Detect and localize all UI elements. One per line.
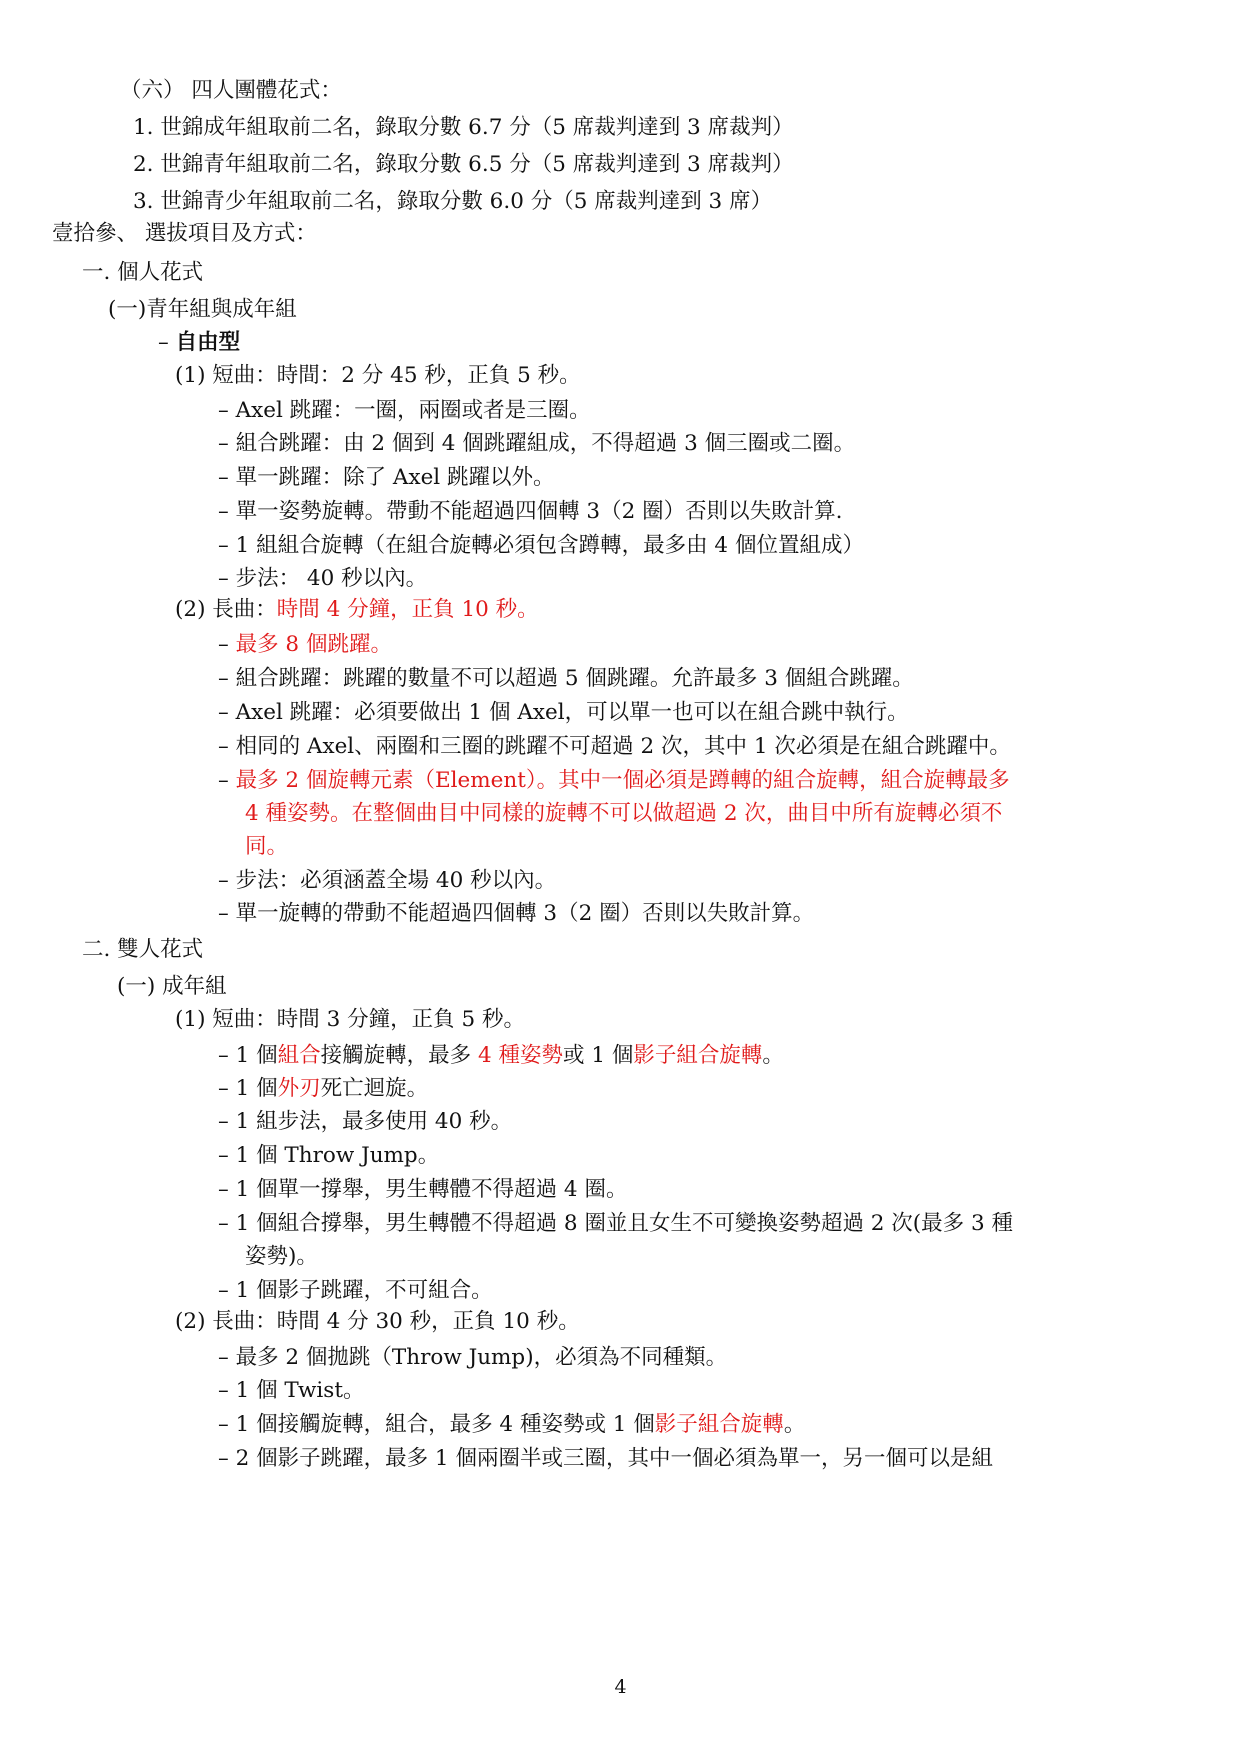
text-line [82, 937, 203, 963]
text-line [218, 1345, 727, 1371]
text-segment: 或 1 個 [562, 1043, 634, 1068]
text-segment: (1) 短曲：時間：2 分 45 秒，正負 5 秒。 [175, 363, 581, 388]
text-line [218, 1446, 993, 1472]
text-line [218, 632, 392, 658]
text-line [218, 1109, 512, 1135]
text-segment: 1. 世錦成年組取前二名，錄取分數 6.7 分（5 席裁判達到 3 席裁判） [133, 115, 794, 140]
text-segment: – 1 個影子跳躍，不可組合。 [218, 1278, 493, 1303]
text-line [218, 1378, 364, 1404]
text-segment: – 1 個組合撐舉，男生轉體不得超過 8 圈並且女生不可變換姿勢超過 2 次(最多 3 種 [218, 1211, 1014, 1236]
text-line [158, 330, 240, 356]
text-line [82, 260, 203, 286]
text-line [218, 499, 842, 525]
text-segment: 3. 世錦青少年組取前二名，錄取分數 6.0 分（5 席裁判達到 3 席） [133, 189, 773, 214]
text-segment: – 1 個單一撐舉，男生轉體不得超過 4 圈。 [218, 1177, 628, 1202]
text-segment: (2) 長曲： [175, 597, 277, 622]
text-segment: 。 [783, 1412, 806, 1437]
text-segment: (一)青年組與成年組 [108, 297, 297, 322]
text-segment: – 組合跳躍：由 2 個到 4 個跳躍組成，不得超過 3 個三圈或二圈。 [218, 431, 856, 456]
text-line [218, 465, 555, 491]
text-segment: – 最多 2 個拋跳（Throw Jump)，必須為不同種類。 [218, 1345, 728, 1370]
text-line [52, 221, 317, 247]
highlighted-text: 影子組合旋轉 [654, 1412, 784, 1437]
highlighted-text: 最多 8 個跳躍。 [235, 632, 392, 657]
text-segment: 一. 個人花式 [82, 260, 204, 285]
text-segment: 。 [762, 1043, 784, 1068]
text-segment: – 1 組組合旋轉（在組合旋轉必須包含蹲轉，最多由 4 個位置組成） [218, 533, 864, 558]
text-line [133, 115, 794, 141]
text-segment: – Axel 跳躍：一圈，兩圈或者是三圈。 [218, 398, 591, 423]
bold-heading-text: 自由型 [175, 330, 241, 355]
text-line [175, 1309, 580, 1335]
text-segment: – 單一姿勢旋轉。帶動不能超過四個轉 3（2 圈）否則以失敗計算. [218, 499, 843, 524]
text-line [245, 801, 1002, 827]
text-segment: – 相同的 Axel、兩圈和三圈的跳躍不可超過 2 次，其中 1 次必須是在組合跳躍中。 [218, 734, 1011, 759]
text-line [218, 431, 855, 457]
text-segment: 2. 世錦青年組取前二名，錄取分數 6.5 分（5 席裁判達到 3 席裁判） [133, 152, 794, 177]
text-line [108, 297, 297, 323]
text-line [175, 363, 581, 389]
text-line [218, 1278, 493, 1304]
text-line [117, 974, 227, 1000]
highlighted-text: 同。 [245, 834, 289, 859]
text-line [218, 734, 1011, 760]
highlighted-text: 組合 [277, 1043, 321, 1068]
page-number: 4 [614, 1676, 627, 1698]
text-segment: – 單一旋轉的帶動不能超過四個轉 3（2 圈）否則以失敗計算。 [218, 901, 815, 926]
text-line [245, 1244, 318, 1270]
text-segment: – 1 個 [218, 1076, 278, 1101]
text-line [120, 78, 342, 104]
text-line [245, 834, 288, 860]
text-segment: – 單一跳躍：除了 Axel 跳躍以外。 [218, 465, 555, 490]
text-segment: (2) 長曲：時間 4 分 30 秒，正負 10 秒。 [175, 1309, 580, 1334]
text-segment: – Axel 跳躍：必須要做出 1 個 Axel，可以單一也可以在組合跳中執行。 [218, 700, 909, 725]
text-segment: – 2 個影子跳躍，最多 1 個兩圈半或三圈，其中一個必須為單一，另一個可以是組 [218, 1446, 993, 1471]
text-segment: 壹拾參、 選拔項目及方式： [52, 221, 317, 246]
text-line [175, 1007, 525, 1033]
text-segment: – 組合跳躍：跳躍的數量不可以超過 5 個跳躍。允許最多 3 個組合跳躍。 [218, 666, 914, 691]
highlighted-text: 4 種姿勢。在整個曲目中同樣的旋轉不可以做超過 2 次，曲目中所有旋轉必須不 [245, 801, 1003, 826]
text-segment: （六） 四人團體花式： [120, 78, 342, 103]
text-segment: 死亡迴旋。 [320, 1076, 429, 1101]
text-line [218, 868, 556, 894]
text-segment: 接觸旋轉，最多 [320, 1043, 478, 1068]
highlighted-text: 最多 2 個旋轉元素（Element）。其中一個必須是蹲轉的組合旋轉，組合旋轉最多 [235, 768, 1010, 793]
text-segment: – 1 個接觸旋轉，組合，最多 4 種姿勢或 1 個 [218, 1412, 655, 1437]
text-segment: – [158, 330, 176, 355]
text-segment: – 步法： 40 秒以內。 [218, 566, 428, 591]
text-line [218, 1211, 1013, 1237]
text-segment: – 1 個 Twist。 [218, 1378, 365, 1403]
text-line [218, 1076, 428, 1102]
highlighted-text: 4 種姿勢 [477, 1043, 563, 1068]
text-line [218, 1412, 805, 1438]
text-segment: – 步法：必須涵蓋全場 40 秒以內。 [218, 868, 557, 893]
text-line [218, 533, 864, 559]
highlighted-text: 影子組合旋轉 [633, 1043, 763, 1068]
text-line [218, 768, 1010, 794]
highlighted-text: 時間 4 分鐘，正負 10 秒。 [276, 597, 539, 622]
text-segment: (1) 短曲：時間 3 分鐘，正負 5 秒。 [175, 1007, 525, 1032]
text-segment: – [218, 632, 236, 657]
text-line [218, 901, 814, 927]
text-segment: 二. 雙人花式 [82, 937, 204, 962]
text-line [218, 666, 914, 692]
text-segment: 姿勢)。 [245, 1244, 318, 1269]
text-segment: – 1 組步法，最多使用 40 秒。 [218, 1109, 513, 1134]
text-line [218, 1143, 439, 1169]
text-segment: – [218, 768, 236, 793]
text-segment: (一) 成年組 [117, 974, 227, 999]
text-line [218, 566, 427, 592]
text-segment: – 1 個 Throw Jump。 [218, 1143, 440, 1168]
text-line [133, 189, 772, 215]
text-line [218, 398, 591, 424]
text-line [218, 700, 909, 726]
text-line [133, 152, 794, 178]
text-line [175, 597, 539, 623]
highlighted-text: 外刃 [277, 1076, 321, 1101]
text-segment: – 1 個 [218, 1043, 278, 1068]
text-line [218, 1177, 627, 1203]
text-line [218, 1043, 784, 1069]
